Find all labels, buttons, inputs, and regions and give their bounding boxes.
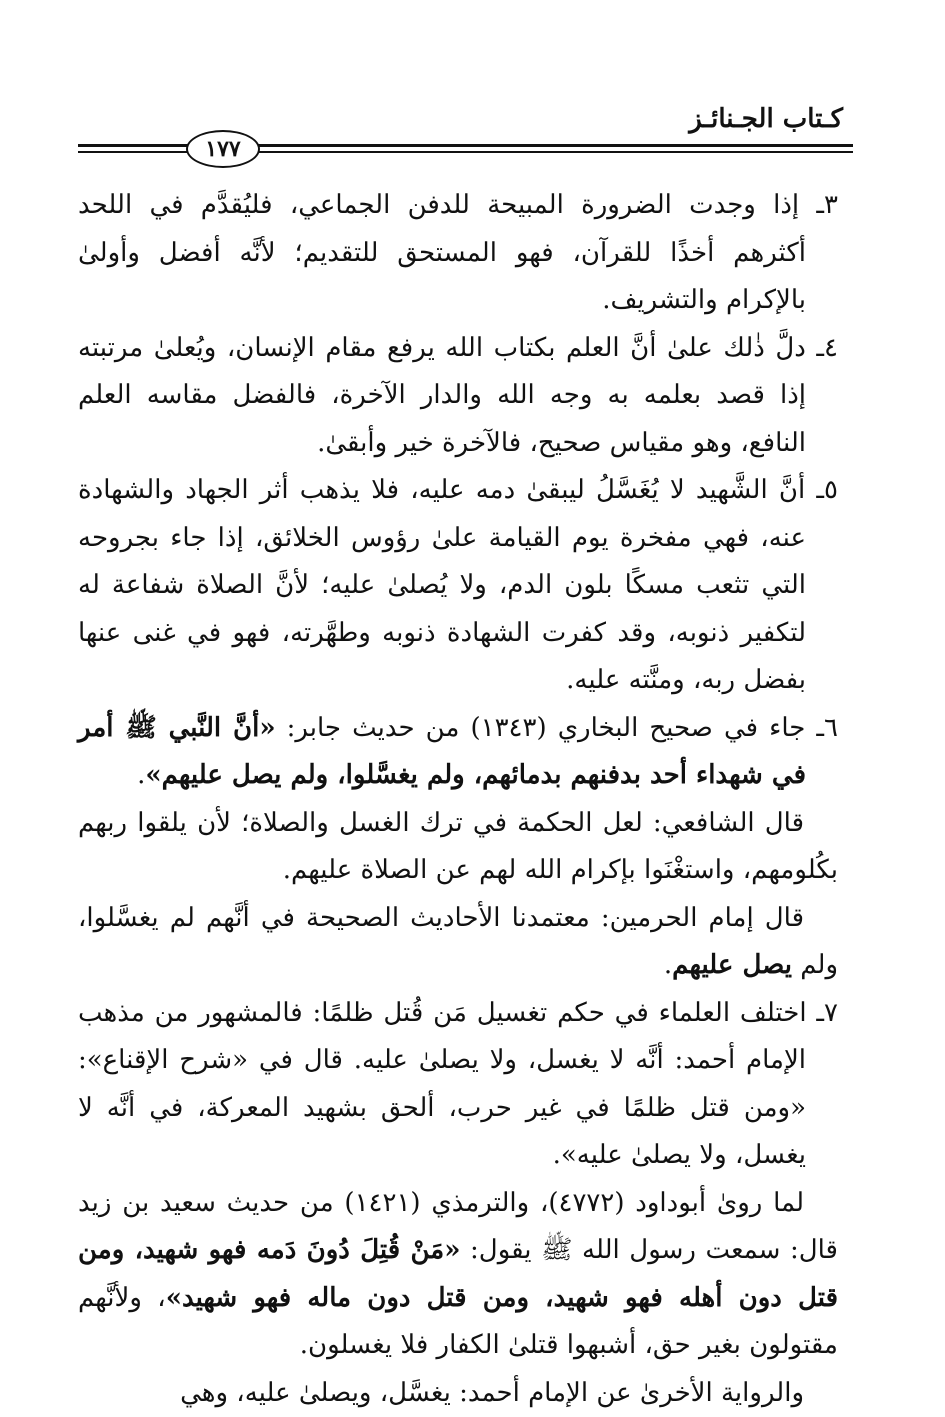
paragraph-shafii: قال الشافعي: لعل الحكمة في ترك الغسل والصلاة؛ لأن يلقوا ربهم بكُلومهم، واستغْنَوا بإكرام الله لهم عن الصلاة عليهم. — [78, 800, 838, 895]
abu-dawud-end: ، ولأنَّهم مقتولون بغير حق، أشبهوا قتلىٰ الكفار فلا يغسلون. — [78, 1283, 838, 1361]
abu-dawud-hadith: «مَنْ قُتِلَ دُونَ دَمه فهو شهيد، ومن قتل دون أهله فهو شهيد، ومن قتل دون ماله فهو شهيد» — [78, 1235, 838, 1313]
page-body — [78, 182, 838, 1417]
paragraph-point-7: ٧ـ اختلف العلماء في حكم تغسيل مَن قُتل ظلمًا: فالمشهور من مذهب الإمام أحمد: أنَّه لا يغسل، ولا يصلىٰ عليه. قال في «شرح الإقناع»: «ومن قتل ظلمًا في غير حرب، ألحق بشهيد المعركة، في أنَّه لا يغسل، ولا يصلىٰ عليه». — [78, 990, 838, 1180]
page-number-badge: ١٧٧ — [186, 130, 260, 168]
abu-dawud-text: لما روىٰ أبوداود (٤٧٧٢)، والترمذي (١٤٢١) من حديث سعيد بن زيد قال: سمعت رسول الله ﷺ يقول: — [78, 1188, 838, 1266]
paragraph-imam-haramayn — [78, 895, 838, 990]
haramayn-bold: يصل عليهم — [672, 950, 792, 980]
page-header — [78, 86, 853, 176]
point-6-end: . — [137, 760, 145, 790]
paragraph-point-3: ٣ـ إذا وجدت الضرورة المبيحة للدفن الجماعي، فليُقدَّم في اللحد أكثرهم أخذًا للقرآن، فهو المستحق للتقديم؛ لأنَّه أفضل وأولىٰ بالإكرام والتشريف. — [78, 182, 838, 325]
paragraph-other-narration: والرواية الأخرىٰ عن الإمام أحمد: يغسَّل، ويصلىٰ عليه، وهي — [78, 1370, 838, 1417]
running-header-title: كـتاب الجـنائـز — [689, 104, 843, 134]
point-6-hadith: «أنَّ النَّبي ﷺ أمر في شهداء أحد بدفنهم بدمائهم، ولم يغسَّلوا، ولم يصل عليهم» — [78, 713, 806, 791]
paragraph-abu-dawud — [78, 1180, 838, 1370]
paragraph-point-5: ٥ـ أنَّ الشَّهيد لا يُغَسَّلُ ليبقىٰ دمه عليه، فلا يذهب أثر الجهاد والشهادة عنه، فهي مفخرة يوم القيامة علىٰ رؤوس الخلائق، إذا جاء بجروحه التي تثعب مسكًا بلون الدم، ولا يُصلىٰ عليه؛ لأنَّ الصلاة شفاعة له لتكفير ذنوبه، وقد كفرت الشهادة ذنوبه وطهَّرته، فهو في غنى عنها بفضل ربه، ومنَّته عليه. — [78, 467, 838, 705]
point-6-text: ٦ـ جاء في صحيح البخاري (١٣٤٣) من حديث جابر: — [276, 713, 838, 743]
paragraph-point-4: ٤ـ دلَّ ذٰلك علىٰ أنَّ العلم بكتاب الله يرفع مقام الإنسان، ويُعلىٰ مرتبته إذا قصد بعلمه به وجه الله والدار الآخرة، فالفضل مقاسه العلم النافع، وهو مقياس صحيح، فالآخرة خير وأبقىٰ. — [78, 325, 838, 468]
paragraph-point-6 — [78, 705, 838, 800]
haramayn-text: قال إمام الحرمين: معتمدنا الأحاديث الصحيحة في أنَّهم لم يغسَّلوا، ولم — [78, 903, 838, 981]
haramayn-end: . — [664, 950, 672, 980]
